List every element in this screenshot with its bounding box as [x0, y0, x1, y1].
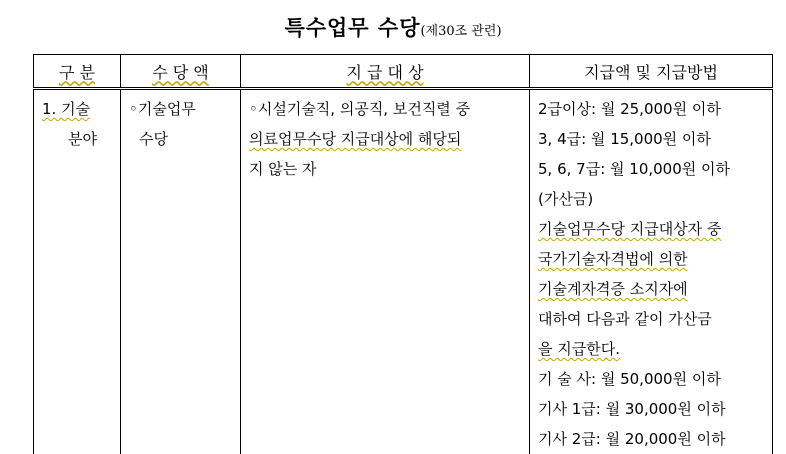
header-allowance: 수 당 액	[121, 55, 241, 89]
payment-line: (가산금)	[538, 184, 766, 214]
payment-line: 을 지급한다.	[538, 334, 766, 364]
header-category: 구 분	[34, 55, 121, 89]
allowance-cell	[121, 89, 241, 454]
allowance-table	[33, 54, 773, 454]
payment-line: 3, 4급: 월 15,000원 이하	[538, 124, 766, 154]
category-line: 1. 기술	[42, 94, 114, 124]
payment-line: 기 술 사: 월 50,000원 이하	[538, 364, 766, 394]
target-line: 의료업무수당 지급대상에 해당되	[249, 124, 523, 154]
target-line: 지 않는 자	[249, 154, 523, 184]
header-target: 지 급 대 상	[241, 55, 530, 89]
allowance-line: 수당	[129, 124, 234, 154]
payment-line: 2급이상: 월 25,000원 이하	[538, 94, 766, 124]
category-line: 분야	[42, 124, 114, 154]
title-main: 특수업무 수당	[284, 15, 420, 40]
target-cell	[241, 89, 530, 454]
payment-line: 국가기술자격법에 의한	[538, 244, 766, 274]
target-line: ◦시설기술직, 의공직, 보건직렬 중	[249, 94, 523, 124]
allowance-line: ◦기술업무	[129, 94, 234, 124]
payment-line: 대하여 다음과 같이 가산금	[538, 304, 766, 334]
payment-line: 기술계자격증 소지자에	[538, 274, 766, 304]
table-header-row	[34, 55, 773, 89]
payment-line: 기술업무수당 지급대상자 중	[538, 214, 766, 244]
page-title	[0, 12, 786, 42]
table-row	[34, 89, 773, 454]
payment-line: 기사 2급: 월 20,000원 이하	[538, 424, 766, 454]
category-cell	[34, 89, 121, 454]
payment-cell	[530, 89, 773, 454]
title-sub: (제30조 관련)	[420, 24, 501, 39]
header-payment: 지급액 및 지급방법	[530, 55, 773, 89]
payment-line: 기사 1급: 월 30,000원 이하	[538, 394, 766, 424]
payment-line: 5, 6, 7급: 월 10,000원 이하	[538, 154, 766, 184]
